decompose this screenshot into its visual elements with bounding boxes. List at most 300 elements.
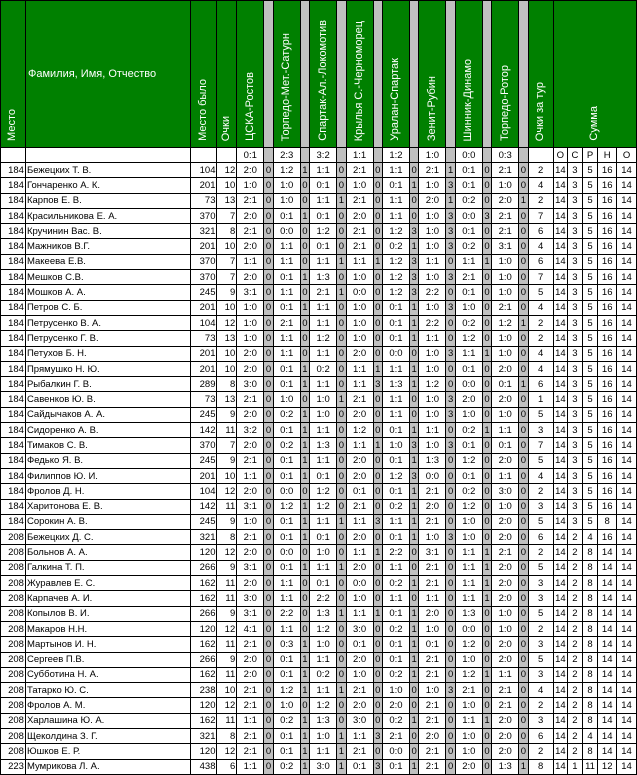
place-cell: 208: [1, 652, 26, 667]
table-row: [1, 407, 637, 422]
prediction-cell: 2:0: [346, 530, 373, 545]
sum-cell: 14: [617, 637, 637, 652]
prediction-cell: 1:1: [455, 254, 482, 269]
prediction-cell: 1:1: [419, 423, 446, 438]
points-cell: 9: [217, 285, 237, 300]
tour-points-cell: 2: [528, 744, 553, 759]
place-cell: 208: [1, 576, 26, 591]
prediction-points-cell: 1: [410, 361, 419, 376]
prediction-points-cell: 0: [264, 744, 273, 759]
sum-cell: 14: [617, 468, 637, 483]
prediction-points-cell: 1: [410, 499, 419, 514]
result-score: 0:1: [237, 148, 264, 163]
prediction-points-cell: 0: [519, 407, 528, 422]
sum-cell: 5: [582, 239, 598, 254]
prediction-cell: 1:0: [492, 331, 519, 346]
prediction-cell: 1:1: [310, 346, 337, 361]
name-cell: Субботина Н. А.: [25, 667, 191, 682]
sum-cell: 14: [617, 178, 637, 193]
prediction-points-cell: 1: [300, 637, 309, 652]
table-row: [1, 254, 637, 269]
place-cell: 184: [1, 499, 26, 514]
sum-cell: 14: [617, 270, 637, 285]
prev-place-cell: 142: [191, 423, 217, 438]
prediction-points-cell: 0: [519, 346, 528, 361]
prediction-points-cell: 0: [446, 545, 455, 560]
prediction-points-cell: 0: [337, 621, 346, 636]
name-cell: Филиппов Ю. И.: [25, 468, 191, 483]
points-cell: 7: [217, 438, 237, 453]
prediction-points-cell: 0: [410, 208, 419, 223]
prediction-points-cell: 0: [446, 728, 455, 743]
header-match-1: ЦСКА-Ростов: [237, 1, 264, 148]
sum-cell: 16: [598, 163, 617, 178]
prediction-cell: 2:1: [492, 208, 519, 223]
prediction-points-cell: 1: [446, 163, 455, 178]
place-cell: 184: [1, 468, 26, 483]
prediction-points-cell: 0: [264, 285, 273, 300]
prediction-cell: 1:1: [273, 254, 300, 269]
prediction-points-cell: 1: [337, 254, 346, 269]
prediction-cell: 2:0: [237, 239, 264, 254]
prev-place-cell: 104: [191, 315, 217, 330]
header-sep: [446, 1, 455, 148]
prediction-points-cell: 0: [446, 576, 455, 591]
prev-place-cell: 162: [191, 591, 217, 606]
prediction-cell: 0:1: [382, 759, 409, 774]
sum-cell: 14: [617, 423, 637, 438]
place-cell: 208: [1, 591, 26, 606]
prediction-points-cell: 0: [482, 606, 491, 621]
prediction-points-cell: 3: [446, 300, 455, 315]
prediction-points-cell: 1: [482, 576, 491, 591]
name-cell: Петрусенко Г. В.: [25, 331, 191, 346]
prediction-points-cell: 0: [337, 576, 346, 591]
prediction-cell: 1:3: [310, 270, 337, 285]
prediction-points-cell: 0: [446, 713, 455, 728]
prediction-cell: 2:1: [419, 698, 446, 713]
prediction-cell: 1:1: [310, 193, 337, 208]
name-cell: Федько Я. В.: [25, 453, 191, 468]
table-row: [1, 453, 637, 468]
prediction-cell: 2:2: [310, 591, 337, 606]
prediction-points-cell: 1: [300, 407, 309, 422]
sum-cell: 2: [568, 530, 583, 545]
prediction-cell: 1:0: [273, 193, 300, 208]
prediction-cell: 1:0: [419, 530, 446, 545]
prediction-points-cell: 0: [446, 377, 455, 392]
tour-points-cell: 3: [528, 423, 553, 438]
sum-cell: 16: [598, 224, 617, 239]
place-cell: 184: [1, 331, 26, 346]
table-row: [1, 759, 637, 774]
prediction-points-cell: 3: [446, 392, 455, 407]
prediction-cell: 0:0: [455, 621, 482, 636]
prediction-cell: 1:0: [419, 683, 446, 698]
sum-cell: 3: [568, 285, 583, 300]
prediction-points-cell: 0: [410, 683, 419, 698]
sum-cell: 4: [582, 530, 598, 545]
prediction-cell: 0:1: [492, 377, 519, 392]
prediction-cell: 1:0: [492, 178, 519, 193]
prediction-points-cell: 0: [264, 331, 273, 346]
sum-cell: 3: [568, 300, 583, 315]
sum-cell: 14: [617, 591, 637, 606]
prediction-points-cell: 0: [300, 285, 309, 300]
table-row: [1, 331, 637, 346]
prediction-points-cell: 0: [482, 468, 491, 483]
prediction-points-cell: 0: [519, 178, 528, 193]
prediction-cell: 1:2: [273, 499, 300, 514]
name-cell: Гончаренко А. К.: [25, 178, 191, 193]
tour-points-cell: 5: [528, 285, 553, 300]
prediction-cell: 0:1: [273, 560, 300, 575]
tour-points-cell: 2: [528, 484, 553, 499]
prediction-points-cell: 1: [300, 208, 309, 223]
points-cell: 13: [217, 392, 237, 407]
tour-points-cell: 6: [528, 530, 553, 545]
tour-points-cell: 5: [528, 606, 553, 621]
prediction-points-cell: 1: [410, 514, 419, 529]
prediction-points-cell: 0: [337, 346, 346, 361]
prediction-cell: 2:1: [419, 514, 446, 529]
points-cell: 9: [217, 560, 237, 575]
prediction-cell: 0:1: [273, 377, 300, 392]
prediction-cell: 0:3: [273, 637, 300, 652]
prediction-points-cell: 1: [300, 163, 309, 178]
prediction-cell: 0:2: [455, 484, 482, 499]
sum-cell: 14: [553, 591, 568, 606]
sum-cell: 8: [582, 667, 598, 682]
prediction-points-cell: 3: [446, 683, 455, 698]
prediction-cell: 1:3: [382, 377, 409, 392]
sum-cell: 14: [553, 315, 568, 330]
sum-cell: 2: [568, 637, 583, 652]
prediction-cell: 0:2: [382, 499, 409, 514]
prediction-points-cell: 0: [446, 698, 455, 713]
prediction-cell: 2:1: [382, 728, 409, 743]
sum-cell: 14: [553, 621, 568, 636]
prediction-cell: 3:0: [237, 377, 264, 392]
name-cell: Карпачев А. И.: [25, 591, 191, 606]
prediction-points-cell: 0: [373, 576, 382, 591]
prediction-points-cell: 1: [300, 728, 309, 743]
prediction-points-cell: 1: [300, 667, 309, 682]
prediction-points-cell: 1: [337, 285, 346, 300]
prediction-cell: 2:0: [346, 407, 373, 422]
tour-points-cell: 4: [528, 239, 553, 254]
sum-cell: 14: [617, 530, 637, 545]
prediction-points-cell: 0: [264, 346, 273, 361]
prediction-cell: 1:1: [346, 606, 373, 621]
sum-cell: 14: [553, 331, 568, 346]
prediction-cell: 1:2: [382, 468, 409, 483]
prediction-cell: 0:0: [346, 576, 373, 591]
prediction-points-cell: 0: [519, 270, 528, 285]
prediction-points-cell: 0: [264, 377, 273, 392]
prev-place-cell: 266: [191, 652, 217, 667]
prediction-points-cell: 1: [300, 759, 309, 774]
prediction-cell: 3:0: [346, 713, 373, 728]
prev-place-cell: 162: [191, 713, 217, 728]
prediction-cell: 1:1: [382, 407, 409, 422]
sum-cell: 14: [553, 407, 568, 422]
points-cell: 12: [217, 698, 237, 713]
prediction-cell: 1:0: [492, 407, 519, 422]
sum-cell: 3: [568, 239, 583, 254]
sum-cell: 4: [582, 728, 598, 743]
prediction-points-cell: 0: [519, 163, 528, 178]
prediction-cell: 1:1: [237, 713, 264, 728]
place-cell: 184: [1, 361, 26, 376]
prediction-cell: 0:2: [455, 423, 482, 438]
place-cell: 184: [1, 208, 26, 223]
header-sep: [264, 1, 273, 148]
prev-place-cell: 321: [191, 728, 217, 743]
prediction-cell: 1:0: [455, 407, 482, 422]
place-cell: 208: [1, 713, 26, 728]
prediction-points-cell: 0: [373, 637, 382, 652]
prediction-points-cell: 1: [410, 652, 419, 667]
prediction-cell: 2:1: [346, 224, 373, 239]
prediction-points-cell: 1: [410, 713, 419, 728]
prediction-cell: 2:0: [237, 346, 264, 361]
tour-points-cell: 6: [528, 224, 553, 239]
prediction-points-cell: 3: [446, 438, 455, 453]
prediction-points-cell: 3: [482, 208, 491, 223]
prev-place-cell: 201: [191, 361, 217, 376]
sum-cell: 16: [598, 453, 617, 468]
tour-points-cell: 5: [528, 453, 553, 468]
prediction-points-cell: 0: [519, 621, 528, 636]
prediction-cell: 0:1: [382, 331, 409, 346]
prediction-cell: 0:1: [273, 423, 300, 438]
sum-cell: 8: [582, 713, 598, 728]
sum-cell: 3: [568, 224, 583, 239]
prediction-points-cell: 0: [446, 652, 455, 667]
tour-points-cell: 2: [528, 545, 553, 560]
prediction-points-cell: 1: [410, 453, 419, 468]
prediction-points-cell: 0: [373, 499, 382, 514]
prediction-points-cell: 0: [519, 591, 528, 606]
prev-place-cell: 370: [191, 208, 217, 223]
prediction-points-cell: 0: [337, 239, 346, 254]
tour-points-cell: 4: [528, 683, 553, 698]
prediction-points-cell: 0: [264, 438, 273, 453]
prediction-cell: 1:1: [346, 361, 373, 376]
prediction-cell: 2:0: [492, 392, 519, 407]
prediction-cell: 1:2: [455, 637, 482, 652]
prediction-cell: 0:0: [273, 224, 300, 239]
sum-cell: 14: [553, 423, 568, 438]
prediction-points-cell: 0: [446, 285, 455, 300]
prediction-cell: 2:0: [492, 453, 519, 468]
place-cell: 184: [1, 377, 26, 392]
points-cell: 9: [217, 453, 237, 468]
header-match-4: Крылья С.-Черноморец: [346, 1, 373, 148]
place-cell: 208: [1, 728, 26, 743]
prediction-points-cell: 0: [482, 239, 491, 254]
prediction-points-cell: 0: [446, 361, 455, 376]
prediction-cell: 1:0: [346, 300, 373, 315]
prediction-points-cell: 1: [519, 377, 528, 392]
name-cell: Мошков А. А.: [25, 285, 191, 300]
points-cell: 8: [217, 377, 237, 392]
prediction-cell: 1:1: [310, 744, 337, 759]
tour-points-cell: 2: [528, 315, 553, 330]
prediction-cell: 1:1: [310, 315, 337, 330]
sum-cell: 14: [598, 713, 617, 728]
sum-cell: 3: [568, 254, 583, 269]
points-cell: 11: [217, 713, 237, 728]
prediction-points-cell: 0: [482, 514, 491, 529]
header-sep: [337, 1, 346, 148]
points-cell: 10: [217, 300, 237, 315]
tour-points-cell: 3: [528, 667, 553, 682]
prediction-points-cell: 3: [410, 224, 419, 239]
name-cell: Тимаков С. В.: [25, 438, 191, 453]
prediction-cell: 1:0: [346, 178, 373, 193]
name-cell: Петухов Б. Н.: [25, 346, 191, 361]
sum-cell: 14: [617, 576, 637, 591]
prediction-cell: 1:0: [455, 652, 482, 667]
prediction-cell: 1:0: [237, 514, 264, 529]
sum-cell: 5: [582, 484, 598, 499]
place-cell: 184: [1, 346, 26, 361]
sum-cell: 14: [553, 530, 568, 545]
prediction-points-cell: 0: [446, 621, 455, 636]
prediction-points-cell: 0: [519, 560, 528, 575]
table-row: [1, 208, 637, 223]
prediction-points-cell: 0: [446, 423, 455, 438]
name-cell: Сайдычаков А. А.: [25, 407, 191, 422]
sum-cell: 5: [582, 499, 598, 514]
prediction-cell: 1:0: [492, 285, 519, 300]
prediction-cell: 2:1: [237, 453, 264, 468]
sum-cell: 14: [617, 545, 637, 560]
sum-cell: 3: [568, 499, 583, 514]
prediction-points-cell: 0: [373, 208, 382, 223]
prediction-points-cell: 0: [300, 331, 309, 346]
prediction-cell: 2:1: [237, 744, 264, 759]
place-cell: 184: [1, 407, 26, 422]
tour-points-cell: 8: [528, 759, 553, 774]
prediction-cell: 1:1: [382, 361, 409, 376]
name-cell: Мажников В.Г.: [25, 239, 191, 254]
sum-cell: 5: [582, 423, 598, 438]
table-row: [1, 285, 637, 300]
sum-cell: 14: [553, 514, 568, 529]
sum-cell: 5: [582, 361, 598, 376]
prediction-cell: 1:2: [382, 254, 409, 269]
prediction-points-cell: 0: [482, 683, 491, 698]
prediction-points-cell: 0: [373, 560, 382, 575]
prediction-cell: 3:1: [237, 285, 264, 300]
prediction-cell: 2:1: [419, 560, 446, 575]
points-cell: 12: [217, 744, 237, 759]
sum-cell: 14: [553, 254, 568, 269]
header-match-2: Торпедо-Мет.-Сатурн: [273, 1, 300, 148]
prediction-cell: 1:1: [346, 545, 373, 560]
place-cell: 184: [1, 239, 26, 254]
table-row: [1, 576, 637, 591]
prediction-cell: 2:0: [382, 698, 409, 713]
table-row: [1, 667, 637, 682]
prediction-cell: 1:1: [492, 667, 519, 682]
prediction-points-cell: 0: [446, 254, 455, 269]
sum-cell: 3: [568, 315, 583, 330]
prediction-cell: 1:2: [455, 453, 482, 468]
table-row: [1, 514, 637, 529]
prediction-points-cell: 0: [373, 193, 382, 208]
prediction-points-cell: 0: [300, 178, 309, 193]
prediction-points-cell: 0: [300, 346, 309, 361]
prediction-points-cell: 1: [410, 423, 419, 438]
place-cell: 208: [1, 606, 26, 621]
sum-cell: 3: [568, 484, 583, 499]
tour-points-cell: 6: [528, 377, 553, 392]
sum-cell: 14: [617, 377, 637, 392]
prediction-points-cell: 0: [264, 652, 273, 667]
prediction-cell: 1:0: [310, 545, 337, 560]
prediction-points-cell: 0: [337, 178, 346, 193]
prediction-points-cell: 0: [446, 331, 455, 346]
sum-cell: 5: [582, 254, 598, 269]
prediction-points-cell: 0: [519, 606, 528, 621]
prediction-points-cell: 0: [446, 744, 455, 759]
sum-cell: 5: [582, 300, 598, 315]
sum-cell: 14: [553, 453, 568, 468]
prev-place-cell: 321: [191, 530, 217, 545]
prediction-points-cell: 0: [264, 254, 273, 269]
prediction-cell: 1:1: [455, 560, 482, 575]
prev-place-cell: 266: [191, 560, 217, 575]
prediction-points-cell: 0: [264, 621, 273, 636]
sum-cell: 16: [598, 208, 617, 223]
prediction-points-cell: 0: [519, 224, 528, 239]
sum-cell: 8: [598, 514, 617, 529]
sum-cell: 14: [598, 728, 617, 743]
sum-cell: 16: [598, 499, 617, 514]
prediction-points-cell: 0: [264, 392, 273, 407]
prediction-points-cell: 1: [410, 530, 419, 545]
prediction-points-cell: 1: [337, 606, 346, 621]
prediction-points-cell: 0: [446, 667, 455, 682]
prediction-cell: 1:1: [273, 239, 300, 254]
prediction-cell: 1:0: [419, 392, 446, 407]
prediction-points-cell: 0: [482, 361, 491, 376]
prediction-points-cell: 0: [300, 545, 309, 560]
prediction-cell: 1:1: [237, 468, 264, 483]
prediction-cell: 3:0: [346, 621, 373, 636]
prediction-points-cell: 0: [410, 560, 419, 575]
sum-cell: 14: [617, 285, 637, 300]
prediction-points-cell: 0: [410, 545, 419, 560]
prediction-cell: 1:1: [492, 423, 519, 438]
prediction-cell: 1:2: [273, 683, 300, 698]
prediction-cell: 2:1: [346, 193, 373, 208]
prediction-points-cell: 1: [519, 193, 528, 208]
table-row: [1, 178, 637, 193]
sum-cell: 14: [553, 667, 568, 682]
sum-cell: 3: [568, 377, 583, 392]
header-match-3: Спартак-Ал.-Локомотив: [310, 1, 337, 148]
sum-cell: 16: [598, 361, 617, 376]
prediction-points-cell: 0: [264, 759, 273, 774]
prediction-cell: 3:1: [492, 239, 519, 254]
prediction-points-cell: 0: [264, 591, 273, 606]
prediction-cell: 1:0: [237, 331, 264, 346]
